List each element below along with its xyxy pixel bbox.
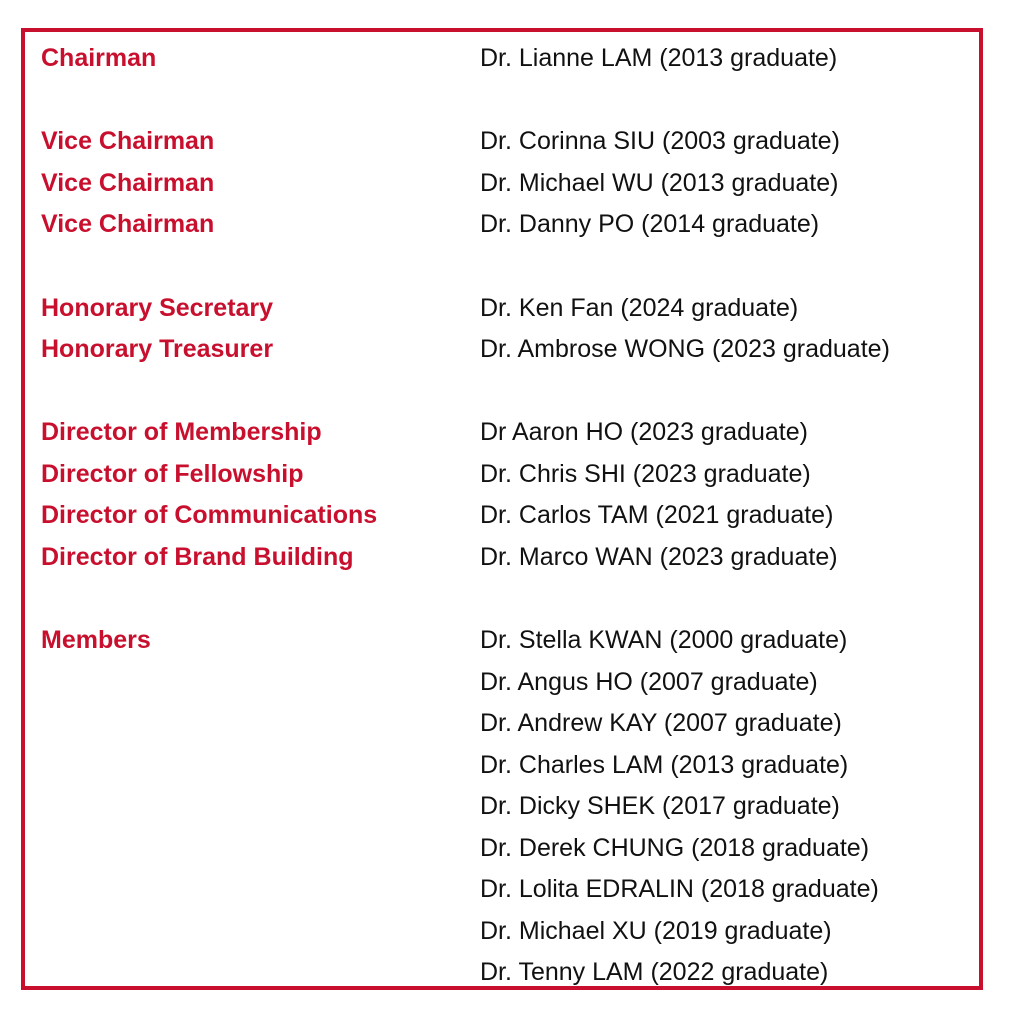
member-name: Dr. Marco WAN (2023 graduate) xyxy=(480,543,838,571)
role-label: Director of Brand Building xyxy=(41,543,354,571)
committee-row-vice-chairman xyxy=(25,207,979,241)
role-label: Honorary Secretary xyxy=(41,294,274,322)
member-name: Dr. Lianne LAM (2013 graduate) xyxy=(480,44,838,72)
committee-row-member xyxy=(25,955,979,989)
committee-row-director-membership xyxy=(25,415,979,449)
committee-row-director-brand-building xyxy=(25,540,979,574)
committee-row-member xyxy=(25,831,979,865)
member-name: Dr. Danny PO (2014 graduate) xyxy=(480,210,820,238)
committee-row-members xyxy=(25,623,979,657)
role-label: Chairman xyxy=(41,44,157,72)
committee-row-member xyxy=(25,789,979,823)
member-name: Dr. Corinna SIU (2003 graduate) xyxy=(480,127,840,155)
committee-frame xyxy=(21,28,983,990)
member-name: Dr. Stella KWAN (2000 graduate) xyxy=(480,626,848,654)
member-name: Dr. Andrew KAY (2007 graduate) xyxy=(480,709,842,737)
committee-row-director-communications xyxy=(25,498,979,532)
committee-row-member xyxy=(25,665,979,699)
role-label: Vice Chairman xyxy=(41,169,215,197)
committee-row-member xyxy=(25,872,979,906)
committee-row-member xyxy=(25,748,979,782)
member-name: Dr. Ken Fan (2024 graduate) xyxy=(480,294,799,322)
role-label: Members xyxy=(41,626,151,654)
member-name: Dr. Carlos TAM (2021 graduate) xyxy=(480,501,834,529)
member-name: Dr. Charles LAM (2013 graduate) xyxy=(480,751,849,779)
committee-row-honorary-secretary xyxy=(25,291,979,325)
role-label: Vice Chairman xyxy=(41,127,215,155)
committee-row-member xyxy=(25,914,979,948)
member-name: Dr. Tenny LAM (2022 graduate) xyxy=(480,958,829,986)
committee-row-vice-chairman xyxy=(25,166,979,200)
role-label: Director of Communications xyxy=(41,501,378,529)
committee-row-vice-chairman xyxy=(25,124,979,158)
member-name: Dr. Lolita EDRALIN (2018 graduate) xyxy=(480,875,879,903)
member-name: Dr. Dicky SHEK (2017 graduate) xyxy=(480,792,840,820)
role-label: Honorary Treasurer xyxy=(41,335,274,363)
member-name: Dr Aaron HO (2023 graduate) xyxy=(480,418,808,446)
member-name: Dr. Derek CHUNG (2018 graduate) xyxy=(480,834,870,862)
member-name: Dr. Ambrose WONG (2023 graduate) xyxy=(480,335,890,363)
committee-row-director-fellowship xyxy=(25,457,979,491)
role-label: Director of Membership xyxy=(41,418,322,446)
member-name: Dr. Chris SHI (2023 graduate) xyxy=(480,460,811,488)
member-name: Dr. Michael WU (2013 graduate) xyxy=(480,169,839,197)
member-name: Dr. Angus HO (2007 graduate) xyxy=(480,668,818,696)
role-label: Director of Fellowship xyxy=(41,460,304,488)
committee-row-honorary-treasurer xyxy=(25,332,979,366)
committee-row-member xyxy=(25,706,979,740)
role-label: Vice Chairman xyxy=(41,210,215,238)
committee-row-chairman xyxy=(25,41,979,75)
member-name: Dr. Michael XU (2019 graduate) xyxy=(480,917,832,945)
